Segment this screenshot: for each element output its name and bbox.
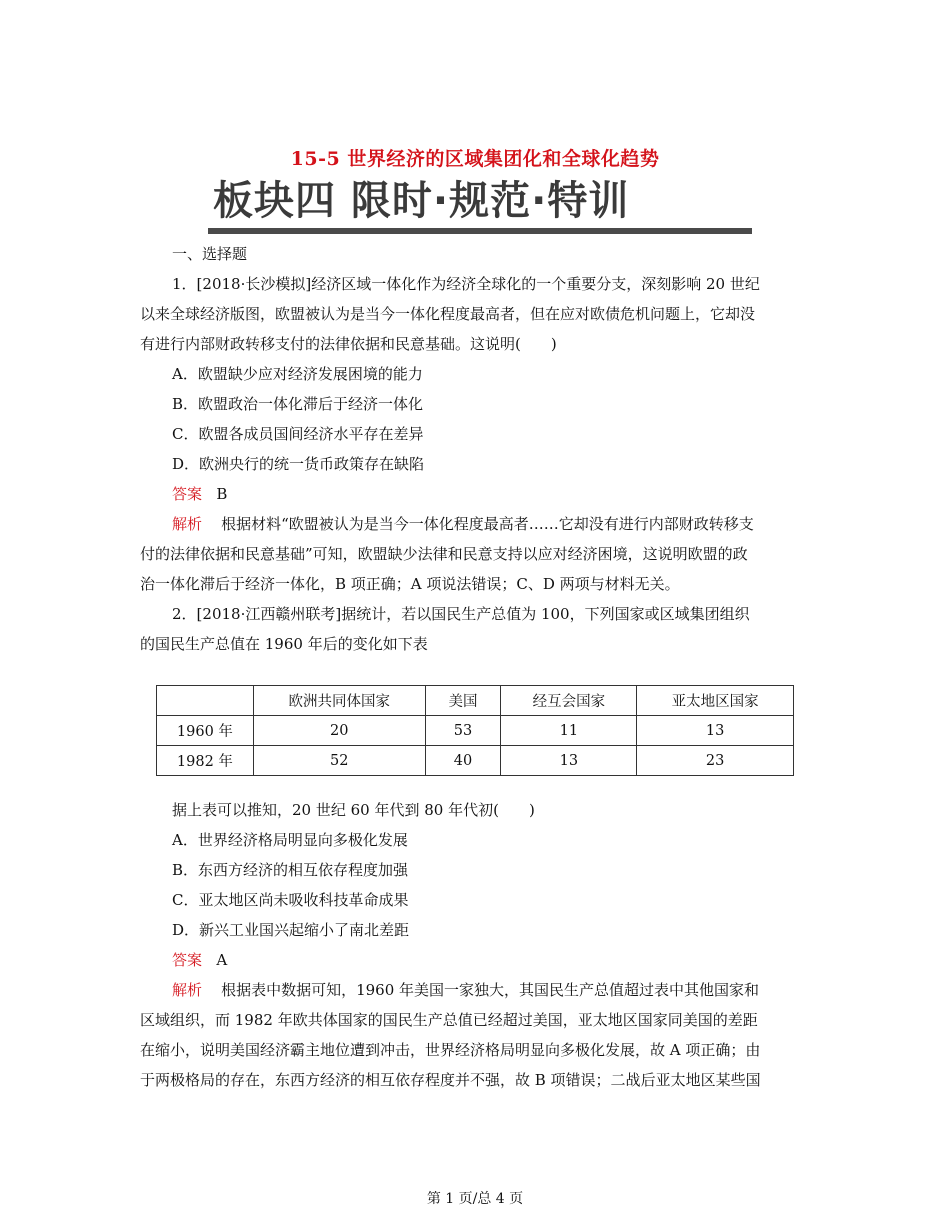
table-header-cell: 欧洲共同体国家 xyxy=(253,686,425,716)
table-header-cell: 经互会国家 xyxy=(501,686,637,716)
q2-line-1: 2．[2018·江西赣州联考]据统计，若以国民生产总值为 100，下列国家或区域集团组织 xyxy=(172,605,750,623)
table-header-row xyxy=(157,686,794,716)
page-footer: 第 1 页/总 4 页 xyxy=(426,1191,524,1207)
banner-underline xyxy=(208,228,752,234)
q1-line-2: 以来全球经济版图，欧盟被认为是当今一体化程度最高者，但在应对欧债危机问题上，它却没 xyxy=(140,305,756,323)
q2-option-a: A．世界经济格局明显向多极化发展 xyxy=(172,831,408,849)
q1-option-b: B．欧盟政治一体化滞后于经济一体化 xyxy=(172,395,424,413)
answer-label: 答案 xyxy=(172,951,203,969)
q2-option-d: D．新兴工业国兴起缩小了南北差距 xyxy=(172,921,410,939)
answer-value: B xyxy=(216,485,228,503)
table-row xyxy=(157,716,794,746)
q2-option-c: C．亚太地区尚未吸收科技革命成果 xyxy=(172,891,409,909)
table-cell: 53 xyxy=(425,716,501,746)
table-cell: 1982 年 xyxy=(157,746,254,776)
answer-label: 答案 xyxy=(172,485,203,503)
q1-analysis-line-1 xyxy=(172,514,754,534)
section-heading: 一、选择题 xyxy=(172,245,248,263)
table-cell: 11 xyxy=(501,716,637,746)
analysis-label: 解析 xyxy=(172,515,203,533)
q2-analysis-line-1 xyxy=(172,980,759,1000)
table-cell: 13 xyxy=(637,716,794,746)
table-row xyxy=(157,746,794,776)
q2-option-b: B．东西方经济的相互依存程度加强 xyxy=(172,861,409,879)
analysis-label: 解析 xyxy=(172,981,203,999)
q2-answer xyxy=(172,950,227,970)
banner-text: 板块四 限时·规范·特训 xyxy=(213,178,630,224)
analysis-text: 根据表中数据可知，1960 年美国一家独大，其国民生产总值超过表中其他国家和 xyxy=(221,981,760,999)
q2-analysis-line-3: 在缩小，说明美国经济霸主地位遭到冲击，世界经济格局明显向多极化发展，故 A 项正确；由 xyxy=(140,1041,761,1059)
document-title: 15-5 世界经济的区域集团化和全球化趋势 xyxy=(290,148,660,170)
q1-line-3: 有进行内部财政转移支付的法律依据和民意基础。这说明( ) xyxy=(140,335,557,353)
answer-value: A xyxy=(216,951,228,969)
q2-question: 据上表可以推知，20 世纪 60 年代到 80 年代初( ) xyxy=(172,801,535,819)
table-cell: 23 xyxy=(637,746,794,776)
table-header-cell xyxy=(157,686,254,716)
q1-option-c: C．欧盟各成员国间经济水平存在差异 xyxy=(172,425,424,443)
q1-option-a: A．欧盟缺少应对经济发展困境的能力 xyxy=(172,365,423,383)
analysis-text: 根据材料“欧盟被认为是当今一体化程度最高者……它却没有进行内部财政转移支 xyxy=(221,515,754,533)
table-header-cell: 美国 xyxy=(425,686,501,716)
table-cell: 52 xyxy=(253,746,425,776)
q1-answer xyxy=(172,484,227,504)
table-cell: 20 xyxy=(253,716,425,746)
table-header-cell: 亚太地区国家 xyxy=(637,686,794,716)
table-cell: 1960 年 xyxy=(157,716,254,746)
table-cell: 40 xyxy=(425,746,501,776)
q2-line-2: 的国民生产总值在 1960 年后的变化如下表 xyxy=(140,635,428,653)
q2-analysis-line-2: 区域组织，而 1982 年欧共体国家的国民生产总值已经超过美国，亚太地区国家同美国的差距 xyxy=(140,1011,758,1029)
q2-analysis-line-4: 于两极格局的存在，东西方经济的相互依存程度并不强，故 B 项错误；二战后亚太地区某些国 xyxy=(140,1071,761,1089)
q1-analysis-line-3: 治一体化滞后于经济一体化，B 项正确；A 项说法错误；C、D 两项与材料无关。 xyxy=(140,575,680,593)
q1-option-d: D．欧洲央行的统一货币政策存在缺陷 xyxy=(172,455,425,473)
q1-line-1: 1．[2018·长沙模拟]经济区域一体化作为经济全球化的一个重要分支，深刻影响 20 世纪 xyxy=(172,275,760,293)
q1-analysis-line-2: 付的法律依据和民意基础”可知，欧盟缺少法律和民意支持以应对经济困境，这说明欧盟的政 xyxy=(140,545,748,563)
gnp-table xyxy=(156,685,794,776)
section-banner xyxy=(213,178,730,224)
table-cell: 13 xyxy=(501,746,637,776)
